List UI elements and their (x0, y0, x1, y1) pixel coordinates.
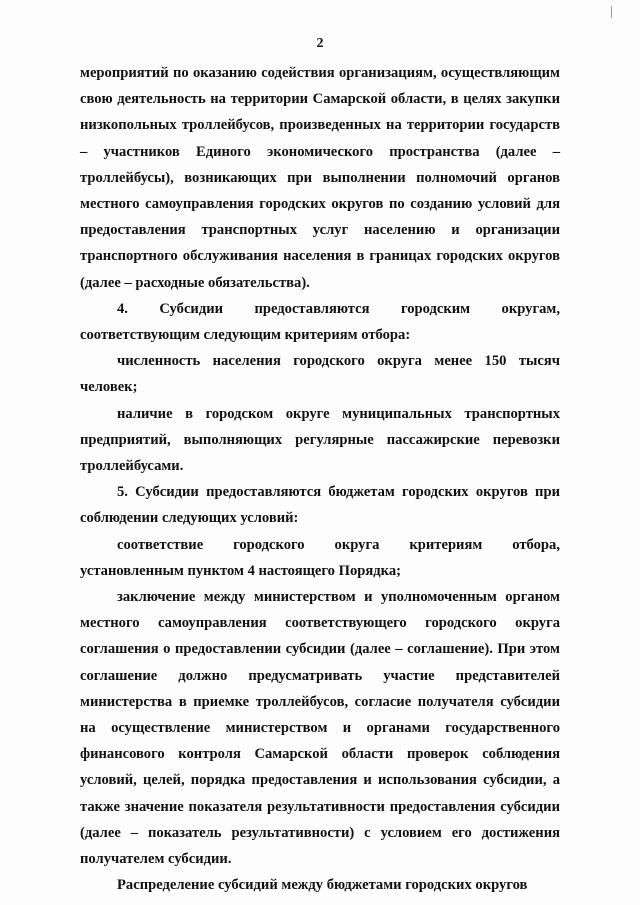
paragraph-distribution: Распределение субсидий между бюджетами городских округов (117, 877, 528, 894)
paragraph-criterion-population: численность населения городского округа менее 150 тысяч человек; (80, 353, 560, 396)
paragraph-criterion-enterprises: наличие в городском округе муниципальных транспортных предприятий, выполняющих регулярные пассажирские перевозки троллейбусами. (80, 405, 560, 475)
paragraph-condition-agreement: заключение между министерством и уполномоченным органом местного самоуправления соответствующего городского округа соглашения о предоставлении субсидии (далее – соглашение). При этом соглашение должно предусматривать участие представителей министерства в приемке троллейбусов, согласие получателя субсидии на осуществление министерством и органами государственного финансового контроля Самарской области проверок соблюдения условий, целей, порядка предоставления и использования субсидии, а также значение показателя результативности предоставления субсидии (далее – показатель результативности) с условием его достижения получателем субсидии. (80, 589, 560, 868)
paragraph-continuation: мероприятий по оказанию содействия организациям, осуществляющим свою деятельность на территории Самарской области, в целях закупки низкопольных троллейбусов, произведенных на территории государств – участников Единого экономического пространства (далее – троллейбусы), возникающих при выполнении полномочий органов местного самоуправления городских округов по созданию условий для предоставления транспортных услуг населению и организации транспортного обслуживания населения в границах городских округов (далее – расходные обязательства). (80, 65, 560, 291)
paragraph-item-5: 5. Субсидии предоставляются бюджетам городских округов при соблюдении следующих условий: (80, 484, 560, 527)
paragraph-condition-criteria: соответствие городского округа критериям отбора, установленным пунктом 4 настоящего Порядка; (80, 536, 560, 579)
page-number: 2 (316, 36, 324, 51)
document-body (80, 60, 560, 899)
paragraph-item-4: 4. Субсидии предоставляются городским округам, соответствующим следующим критериям отбора: (80, 300, 560, 344)
scan-mark (611, 6, 612, 18)
